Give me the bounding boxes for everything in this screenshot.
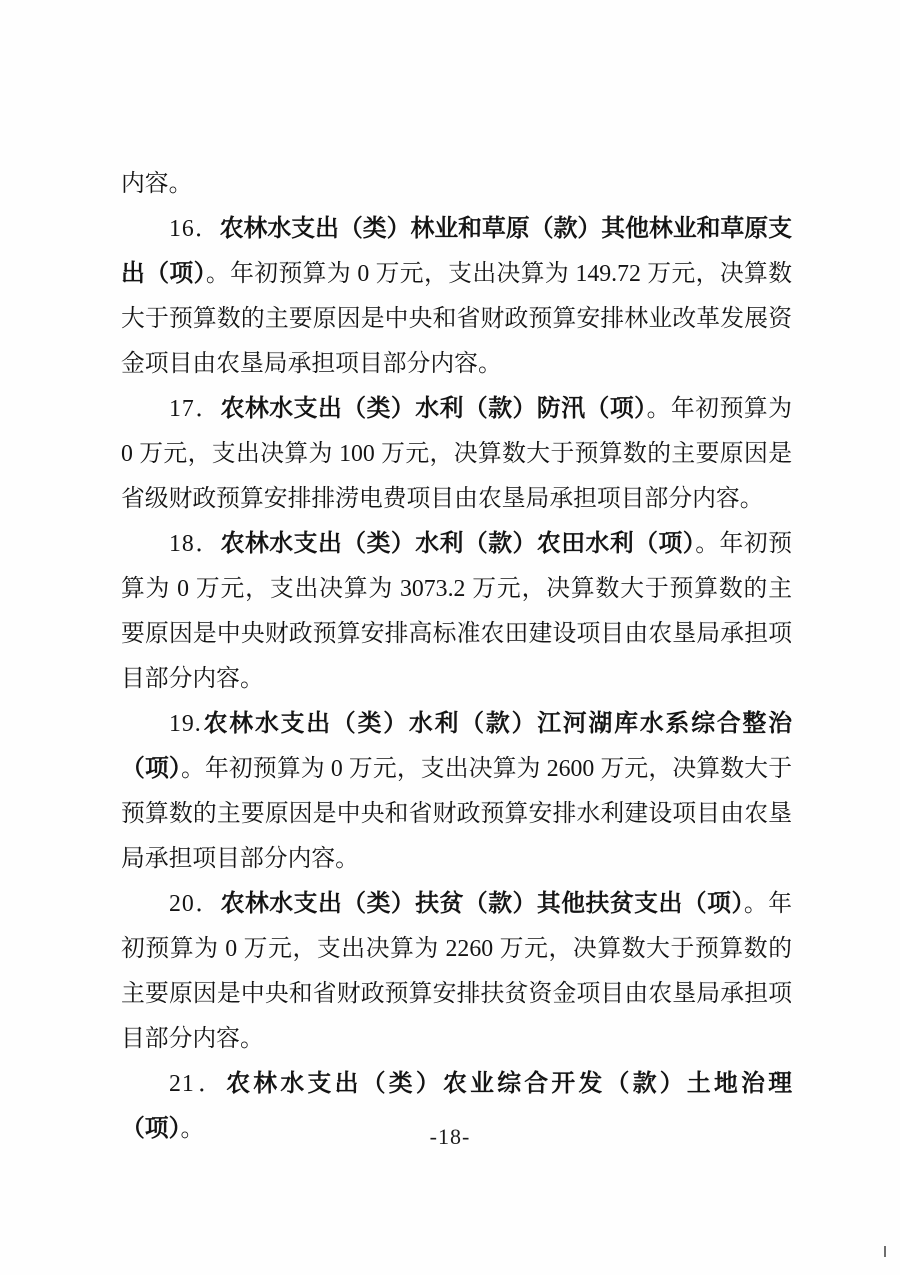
paragraph-item-16 <box>121 207 792 387</box>
item-heading: 农林水支出（类）水利（款）江河湖库水系综合整治（项） <box>121 711 792 782</box>
item-heading: 农林水支出（类）水利（款）农田水利（项） <box>220 531 696 557</box>
item-number: 16． <box>169 216 220 242</box>
item-body: 。年初预算为 0 万元，支出决算为 2260 万元，决算数大于预算数的主要原因是中央和省财政预算安排扶贫资金项目由农垦局承担项目部分内容。 <box>121 891 793 1052</box>
item-body: 。年初预算为 0 万元，支出决算为 2600 万元，决算数大于预算数的主要原因是中央和省财政预算安排水利建设项目由农垦局承担项目部分内容。 <box>121 756 792 872</box>
item-heading: 农林水支出（类）林业和草原（款）其他林业和草原支出（项） <box>121 216 793 287</box>
paragraph-text: 内容。 <box>121 171 193 197</box>
item-number: 19. <box>169 711 202 737</box>
item-number: 18． <box>169 531 221 557</box>
paragraph-item-20 <box>121 882 792 1062</box>
item-heading: 农林水支出（类）水利（款）防汛（项） <box>220 396 647 422</box>
paragraph-item-18 <box>121 522 792 702</box>
scan-artifact-mark <box>884 1246 886 1257</box>
item-number: 21． <box>169 1071 227 1097</box>
document-body <box>121 162 792 1152</box>
item-number: 17． <box>169 396 221 422</box>
item-body: 。年初预算为 0 万元，支出决算为 149.72 万元，决算数大于预算数的主要原因是中央和省财政预算安排林业改革发展资金项目由农垦局承担项目部分内容。 <box>121 261 792 377</box>
paragraph-item-17 <box>121 387 792 522</box>
item-body: 。年初预算为 0 万元，支出决算为 3073.2 万元，决算数大于预算数的主要原因是中央财政预算安排高标准农田建设项目由农垦局承担项目部分内容。 <box>121 531 793 692</box>
item-body: 。年初预算为 0 万元，支出决算为 100 万元，决算数大于预算数的主要原因是省级财政预算安排排涝电费项目由农垦局承担项目部分内容。 <box>121 396 793 512</box>
item-body: 。 <box>180 1116 205 1142</box>
item-heading: 农林水支出（类）农业综合开发（款）土地治理（项） <box>121 1071 793 1142</box>
item-number: 20． <box>169 891 221 917</box>
paragraph-item-19 <box>121 702 792 882</box>
paragraph-continuation <box>121 162 792 207</box>
item-heading: 农林水支出（类）扶贫（款）其他扶贫支出（项） <box>220 891 744 917</box>
page-number: -18- <box>429 1124 471 1149</box>
